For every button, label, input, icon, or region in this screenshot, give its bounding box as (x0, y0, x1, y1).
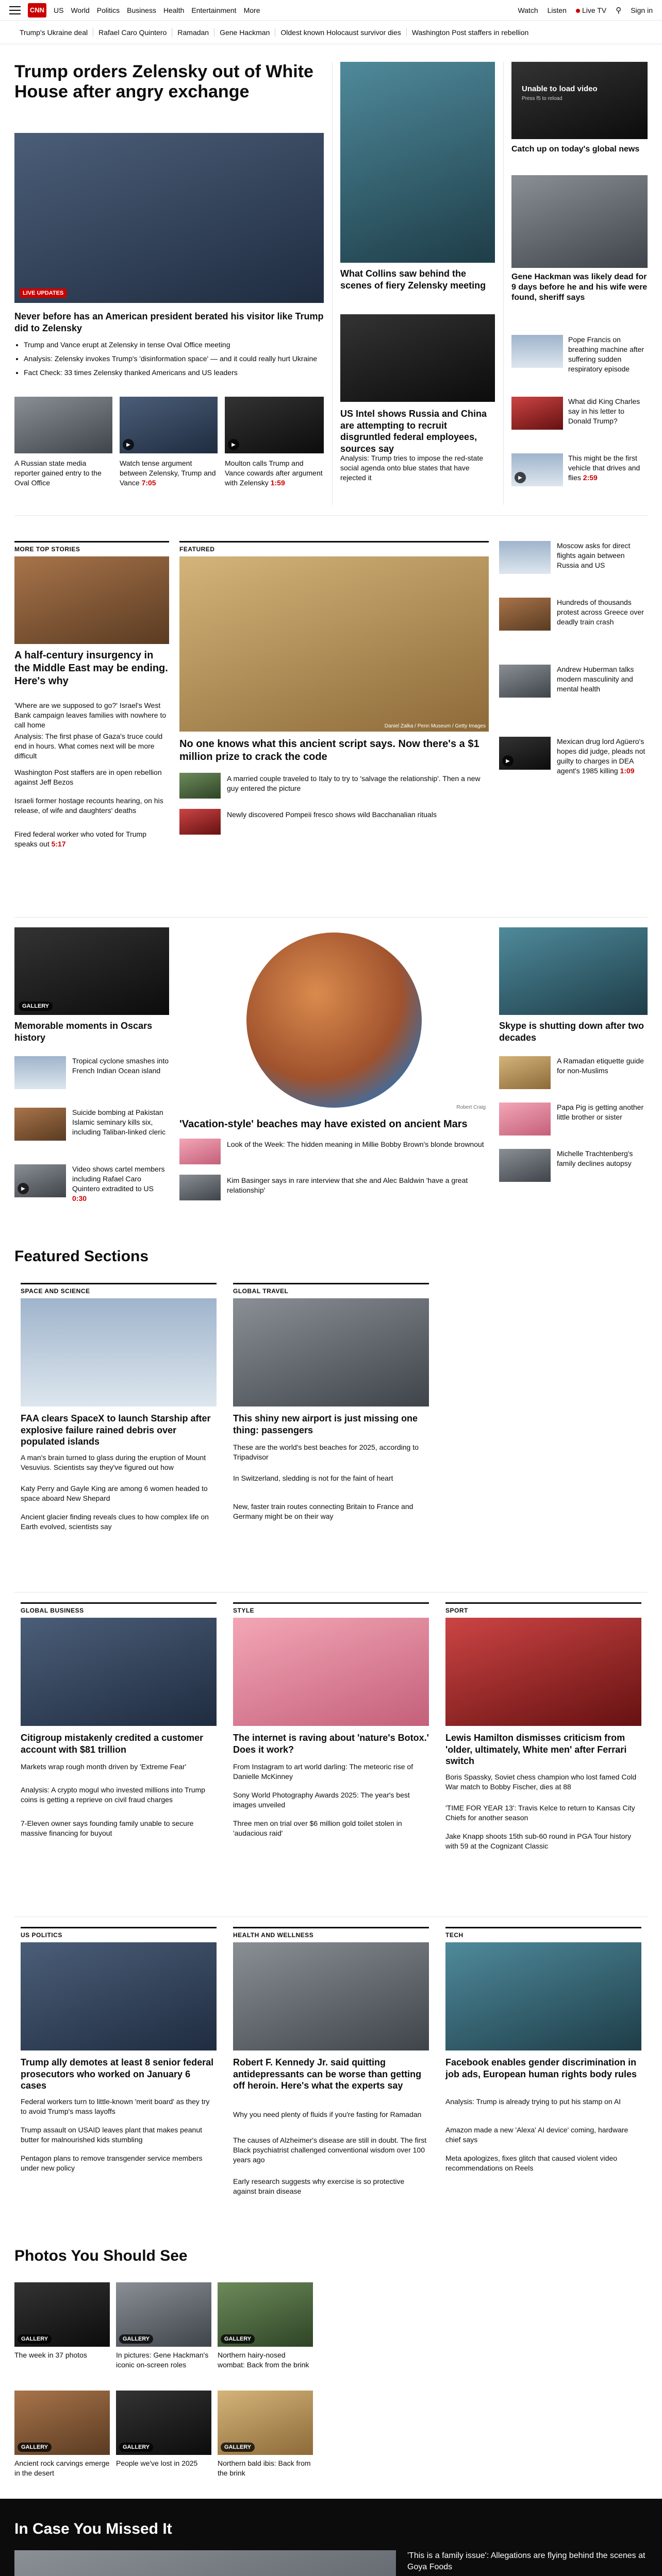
top-item[interactable]: Israeli former hostage recounts hearing, on his release, of wife and daughters' deaths (14, 796, 163, 815)
icymi-title: In Case You Missed It (14, 2520, 172, 2537)
travel-image[interactable] (233, 1298, 429, 1406)
play-icon: ▶ (123, 439, 134, 450)
watch-link[interactable]: Watch (518, 6, 538, 14)
nav-links (54, 6, 260, 14)
photo-thumb[interactable] (14, 2282, 110, 2347)
photo-thumb[interactable] (218, 2391, 313, 2455)
health-label: HEALTH AND WELLNESS (233, 1927, 429, 1939)
trending-item[interactable]: Rafael Caro Quintero (93, 28, 172, 37)
listen-link[interactable]: Listen (547, 6, 567, 14)
gallery-badge: GALLERY (18, 2443, 52, 2452)
thumb-caption-text: Watch tense argument between Zelensky, Trump and Vance (120, 459, 216, 487)
row2-right-item[interactable]: Michelle Trachtenberg's family declines autopsy (557, 1149, 633, 1167)
us-intel-image[interactable] (340, 314, 495, 402)
featured-item[interactable]: Newly discovered Pompeii fresco shows wild Bacchanalian rituals (227, 810, 437, 819)
lead-headline[interactable]: Trump orders Zelensky out of White House after angry exchange (14, 62, 313, 102)
top-item[interactable] (14, 829, 169, 849)
health-item[interactable]: Early research suggests why exercise is so protective against brain disease (233, 2177, 405, 2195)
travel-item[interactable]: In Switzerland, sledding is not for the faint of heart (233, 1474, 393, 1482)
row2-item[interactable]: Suicide bombing at Pakistan Islamic seminary kills six, including Taliban-linked cleric (72, 1108, 166, 1136)
health-headline[interactable]: Robert F. Kennedy Jr. said quitting antidepressants can be worse than getting off heroin. Here's what the experts say (233, 2057, 422, 2091)
nav-link-us[interactable]: US (54, 6, 64, 14)
top-nav (0, 0, 662, 21)
video-player[interactable] (511, 62, 648, 139)
space-item[interactable]: Katy Perry and Gayle King are among 6 women headed to space aboard New Shepard (21, 1484, 208, 1502)
side-item-text: This might be the first vehicle that drives and flies (568, 454, 640, 482)
item-thumb[interactable] (499, 1103, 551, 1136)
health-item[interactable]: Why you need plenty of fluids if you're fasting for Ramadan (233, 2110, 422, 2119)
right-list-item-text: Mexican drug lord Agüero's hopes did judge, pleads not guilty to charges in DEA agent's 1985 killing (557, 737, 646, 775)
nav-link-world[interactable]: World (71, 6, 90, 14)
sport-item[interactable]: Boris Spassky, Soviet chess champion who lost famed Cold War match to Bobby Fischer, dies at 88 (445, 1773, 637, 1791)
item-thumb[interactable] (499, 541, 551, 574)
style-item[interactable]: Sony World Photography Awards 2025: The year's best images unveiled (233, 1791, 410, 1809)
item-thumb[interactable] (179, 1175, 221, 1200)
trending-item[interactable]: Ramadan (172, 28, 214, 37)
nav-link-politics[interactable]: Politics (96, 6, 120, 14)
photo-caption[interactable]: Northern bald ibis: Back from the brink (218, 2459, 311, 2477)
video-duration: 7:05 (141, 478, 156, 487)
trending-item[interactable]: Gene Hackman (214, 28, 275, 37)
icymi-lead-image[interactable] (14, 2550, 396, 2576)
photos-title: Photos You Should See (14, 2247, 188, 2264)
item-thumb[interactable] (499, 1056, 551, 1089)
travel-label: GLOBAL TRAVEL (233, 1283, 429, 1295)
thumb-image[interactable] (225, 397, 324, 453)
lead-bullets (14, 340, 324, 382)
top-item[interactable]: Analysis: The first phase of Gaza's truce could end in hours. What comes next will be more difficult (14, 732, 163, 760)
gallery-badge: GALLERY (19, 1002, 53, 1011)
search-icon[interactable]: ⚲ (616, 6, 622, 15)
collins-image[interactable] (340, 62, 495, 263)
item-thumb[interactable] (499, 598, 551, 631)
business-headline[interactable]: Citigroup mistakenly credited a customer account with $81 trillion (21, 1733, 204, 1755)
video-duration: 5:17 (51, 839, 66, 848)
travel-item[interactable]: New, faster train routes connecting Britain to France and Germany might be on their way (233, 1502, 413, 1520)
oscars-image[interactable] (14, 927, 169, 1015)
row2-item-text: Video shows cartel members including Rafael Caro Quintero extradited to US (72, 1165, 165, 1193)
nav-link-business[interactable]: Business (127, 6, 156, 14)
style-item[interactable]: Three men on trial over $6 million gold toilet stolen in 'audacious raid' (233, 1819, 402, 1837)
politics-item[interactable]: Federal workers turn to little-known 'merit board' as they try to avoid Trump's mass layoffs (21, 2097, 210, 2115)
tech-image[interactable] (445, 1942, 641, 2050)
skype-image[interactable] (499, 927, 648, 1015)
live-updates-badge: LIVE UPDATES (20, 289, 67, 298)
lead-image[interactable] (14, 133, 324, 303)
politics-item[interactable]: Trump assault on USAID leaves plant that makes peanut butter for malnourished kids stumbling (21, 2126, 202, 2144)
gallery-badge: GALLERY (18, 2334, 52, 2344)
style-image[interactable] (233, 1618, 429, 1726)
live-tv-label: Live TV (582, 6, 607, 14)
item-thumb[interactable] (511, 453, 563, 486)
gallery-badge: GALLERY (221, 2443, 255, 2452)
nav-right (518, 6, 653, 15)
live-tv-link[interactable] (576, 6, 606, 14)
top-lead-headline[interactable]: A half-century insurgency in the Middle East may be ending. Here's why (14, 650, 168, 687)
business-item[interactable]: Analysis: A crypto mogul who invested millions into Trump coins is getting a reprieve on civil fraud charges (21, 1786, 205, 1804)
tech-label: TECH (445, 1927, 641, 1939)
section-divider (14, 515, 648, 516)
top-item[interactable]: Washington Post staffers are in open rebellion against Jeff Bezos (14, 768, 162, 786)
politics-image[interactable] (21, 1942, 217, 2050)
video-duration: 0:30 (72, 1194, 87, 1202)
tech-item[interactable]: Amazon made a new 'Alexa' AI device' coming, hardware chief says (445, 2126, 628, 2144)
style-headline[interactable]: The internet is raving about 'nature's Botox.' Does it work? (233, 1733, 429, 1755)
play-icon: ▶ (228, 439, 239, 450)
more-top-stories-label: MORE TOP STORIES (14, 541, 169, 553)
row2-item[interactable] (72, 1164, 169, 1204)
business-label: GLOBAL BUSINESS (21, 1602, 217, 1614)
featured-item[interactable]: A married couple traveled to Italy to try to 'salvage the relationship'. Then a new guy entered the picture (227, 774, 481, 792)
icymi-item[interactable]: 'This is a family issue': Allegations are flying behind the scenes at Goya Foods (407, 2551, 646, 2571)
icymi-section (0, 2499, 662, 2576)
photo-credit: Daniel Zalka / Penn Museum / Getty Images (384, 723, 486, 729)
top-lead-sub[interactable]: 'Where are we supposed to go?' Israel's West Bank campaign leaves families with nowhere to call home (14, 701, 167, 729)
thumb-caption[interactable] (120, 459, 218, 488)
trending-bar (0, 21, 662, 44)
politics-item[interactable]: Pentagon plans to remove transgender service members under new policy (21, 2154, 203, 2172)
health-item[interactable]: The causes of Alzheimer's disease are still in doubt. The first Black psychiatrist challenged conventional wisdom over 100 years ago (233, 2136, 427, 2164)
item-thumb[interactable] (499, 665, 551, 698)
play-icon: ▶ (515, 472, 526, 483)
item-thumb[interactable] (14, 1164, 66, 1197)
photo-thumb[interactable] (14, 2391, 110, 2455)
nav-link-more[interactable]: More (243, 6, 260, 14)
mars-image[interactable] (179, 927, 489, 1113)
nav-link-health[interactable]: Health (163, 6, 185, 14)
thumb-caption-text: Moulton calls Trump and Vance cowards after argument with Zelensky (225, 459, 323, 487)
lead-bullet[interactable]: • Trump and Vance erupt at Zelensky in tense Oval Office meeting (24, 340, 324, 350)
item-thumb[interactable] (499, 1149, 551, 1182)
row2-item[interactable]: Tropical cyclone smashes into French Indian Ocean island (72, 1057, 169, 1075)
item-thumb[interactable] (511, 397, 563, 430)
mars-globe (246, 933, 422, 1108)
photo-thumb[interactable] (116, 2282, 211, 2347)
right-list-item[interactable]: Hundreds of thousands protest across Greece over deadly train crash (557, 598, 644, 626)
business-item[interactable]: Markets wrap rough month driven by 'Extreme Fear' (21, 1762, 187, 1771)
thumb-image[interactable] (120, 397, 218, 453)
video-duration: 1:09 (620, 766, 635, 775)
top-item-text: Fired federal worker who voted for Trump speaks out (14, 830, 146, 848)
live-dot-icon (576, 9, 580, 13)
photo-caption[interactable]: Ancient rock carvings emerge in the desert (14, 2459, 110, 2477)
travel-headline[interactable]: This shiny new airport is just missing one thing: passengers (233, 1413, 418, 1435)
column-divider (503, 62, 504, 505)
featured-label: FEATURED (179, 541, 489, 553)
photo-thumb[interactable] (116, 2391, 211, 2455)
video-caption[interactable]: Catch up on today's global news (511, 145, 640, 154)
section-divider (14, 917, 648, 918)
trending-item[interactable]: Oldest known Holocaust survivor dies (275, 28, 406, 37)
collins-headline[interactable]: What Collins saw behind the scenes of fiery Zelensky meeting (340, 268, 486, 291)
sport-item[interactable]: 'TIME FOR YEAR 13': Travis Kelce to return to Kansas City Chiefs for another season (445, 1804, 635, 1822)
sign-in-link[interactable]: Sign in (631, 6, 653, 14)
item-thumb[interactable] (499, 737, 551, 770)
us-intel-analysis[interactable]: Analysis: Trump tries to impose the red-state social agenda onto blue states that have rejected it (340, 454, 483, 482)
video-duration: 1:59 (270, 478, 285, 487)
gallery-badge: GALLERY (119, 2443, 153, 2452)
menu-icon[interactable] (9, 6, 21, 14)
sport-headline[interactable]: Lewis Hamilton dismisses criticism from 'older, ultimately, White men' after Ferrari switch (445, 1733, 627, 1766)
business-image[interactable] (21, 1618, 217, 1726)
space-image[interactable] (21, 1298, 217, 1406)
nav-link-entertainment[interactable]: Entertainment (191, 6, 237, 14)
hackman-headline[interactable]: Gene Hackman was likely dead for 9 days before he and his wife were found, sheriff says (511, 273, 648, 302)
sport-item[interactable]: Jake Knapp shoots 15th sub-60 round in PGA Tour history with 59 at the Cognizant Classic (445, 1832, 632, 1850)
photo-caption[interactable]: People we've lost in 2025 (116, 2459, 198, 2467)
lead-bullet[interactable]: • Analysis: Zelensky invokes Trump's 'disinformation space' — and it could really hurt Ukraine (24, 354, 324, 364)
sport-image[interactable] (445, 1618, 641, 1726)
thumb-caption[interactable]: A Russian state media reporter gained entry to the Oval Office (14, 459, 102, 487)
politics-headline[interactable]: Trump ally demotes at least 8 senior federal prosecutors who worked on January 6 cases (21, 2057, 214, 2091)
space-label: SPACE AND SCIENCE (21, 1283, 217, 1295)
featured-headline[interactable]: No one knows what this ancient script says. Now there's a $1 million prize to crack the code (179, 738, 479, 762)
right-list-item[interactable] (557, 737, 648, 776)
us-intel-headline[interactable]: US Intel shows Russia and China are attempting to recruit disgruntled federal employees, sources say (340, 409, 487, 454)
photo-thumb[interactable] (218, 2282, 313, 2347)
thumb-image[interactable] (14, 397, 112, 453)
item-thumb[interactable] (511, 335, 563, 368)
style-item[interactable]: From Instagram to art world darling: The meteoric rise of Danielle McKinney (233, 1762, 413, 1781)
oscars-headline[interactable]: Memorable moments in Oscars history (14, 1021, 153, 1043)
hackman-image[interactable] (511, 175, 648, 268)
side-item[interactable]: What did King Charles say in his letter to Donald Trump? (568, 397, 640, 425)
photo-credit: Robert Craig (456, 1104, 486, 1110)
item-thumb[interactable] (179, 773, 221, 799)
video-error-sub: Press f5 to reload (522, 96, 562, 101)
style-label: STYLE (233, 1602, 429, 1614)
politics-label: US POLITICS (21, 1927, 217, 1939)
trending-item[interactable]: Washington Post staffers in rebellion (411, 28, 529, 37)
photo-caption[interactable]: The week in 37 photos (14, 2351, 87, 2359)
mars-item[interactable]: Look of the Week: The hidden meaning in Millie Bobby Brown's blonde brownout (227, 1140, 484, 1148)
row2-right-item[interactable]: Papa Pig is getting another little brother or sister (557, 1103, 644, 1121)
trending-item[interactable]: Trump's Ukraine deal (14, 28, 93, 37)
business-item[interactable]: 7-Eleven owner says founding family unable to secure massive financing for buyout (21, 1819, 194, 1837)
travel-item[interactable]: These are the world's best beaches for 2025, according to Tripadvisor (233, 1443, 419, 1461)
item-thumb[interactable] (14, 1108, 66, 1141)
right-list-item[interactable]: Moscow asks for direct flights again between Russia and US (557, 541, 631, 569)
row2-right-item[interactable]: A Ramadan etiquette guide for non-Muslims (557, 1057, 644, 1075)
item-thumb[interactable] (14, 1056, 66, 1089)
side-item[interactable] (568, 453, 648, 483)
lead-subheadline[interactable]: Never before has an American president berated his visitor like Trump did to Zelensky (14, 311, 324, 333)
space-headline[interactable]: FAA clears SpaceX to launch Starship after explosive failure rained debris over populated islands (21, 1413, 211, 1447)
space-item[interactable]: A man's brain turned to glass during the eruption of Mount Vesuvius. Scientists say they've figured out how (21, 1453, 206, 1471)
gallery-badge: GALLERY (221, 2334, 255, 2344)
mars-item[interactable]: Kim Basinger says in rare interview that she and Alec Baldwin 'have a great relationship' (227, 1176, 468, 1194)
featured-sections-title: Featured Sections (14, 1248, 149, 1265)
item-thumb[interactable] (179, 809, 221, 835)
space-item[interactable]: Ancient glacier finding reveals clues to how complex life on Earth evolved, scientists say (21, 1513, 209, 1531)
play-icon: ▶ (18, 1183, 29, 1194)
tech-item[interactable]: Meta apologizes, fixes glitch that caused violent video recommendations on Reels (445, 2154, 618, 2172)
health-image[interactable] (233, 1942, 429, 2050)
video-duration: 2:59 (583, 473, 598, 482)
lead-bullet[interactable]: • Fact Check: 33 times Zelensky thanked Americans and US leaders (24, 368, 324, 378)
mars-headline[interactable]: 'Vacation-style' beaches may have existed on ancient Mars (179, 1118, 468, 1130)
item-thumb[interactable] (179, 1139, 221, 1164)
sport-label: SPORT (445, 1602, 641, 1614)
skype-headline[interactable]: Skype is shutting down after two decades (499, 1021, 644, 1043)
photo-caption[interactable]: Northern hairy-nosed wombat: Back from the brink (218, 2351, 309, 2369)
photo-caption[interactable]: In pictures: Gene Hackman's iconic on-screen roles (116, 2351, 209, 2369)
side-item[interactable]: Pope Francis on breathing machine after suffering sudden respiratory episode (568, 335, 644, 373)
cnn-logo[interactable]: CNN (28, 3, 46, 18)
top-lead-image[interactable] (14, 556, 169, 644)
right-list-item[interactable]: Andrew Huberman talks modern masculinity and mental health (557, 665, 634, 693)
tech-headline[interactable]: Facebook enables gender discrimination in job ads, European human rights body rules (445, 2057, 637, 2079)
featured-image[interactable] (179, 556, 489, 732)
video-error-title: Unable to load video (522, 84, 598, 93)
tech-item[interactable]: Analysis: Trump is already trying to put his stamp on AI (445, 2097, 621, 2106)
thumb-caption[interactable] (225, 459, 324, 488)
gallery-badge: GALLERY (119, 2334, 153, 2344)
column-divider (332, 62, 333, 505)
play-icon: ▶ (502, 755, 514, 767)
